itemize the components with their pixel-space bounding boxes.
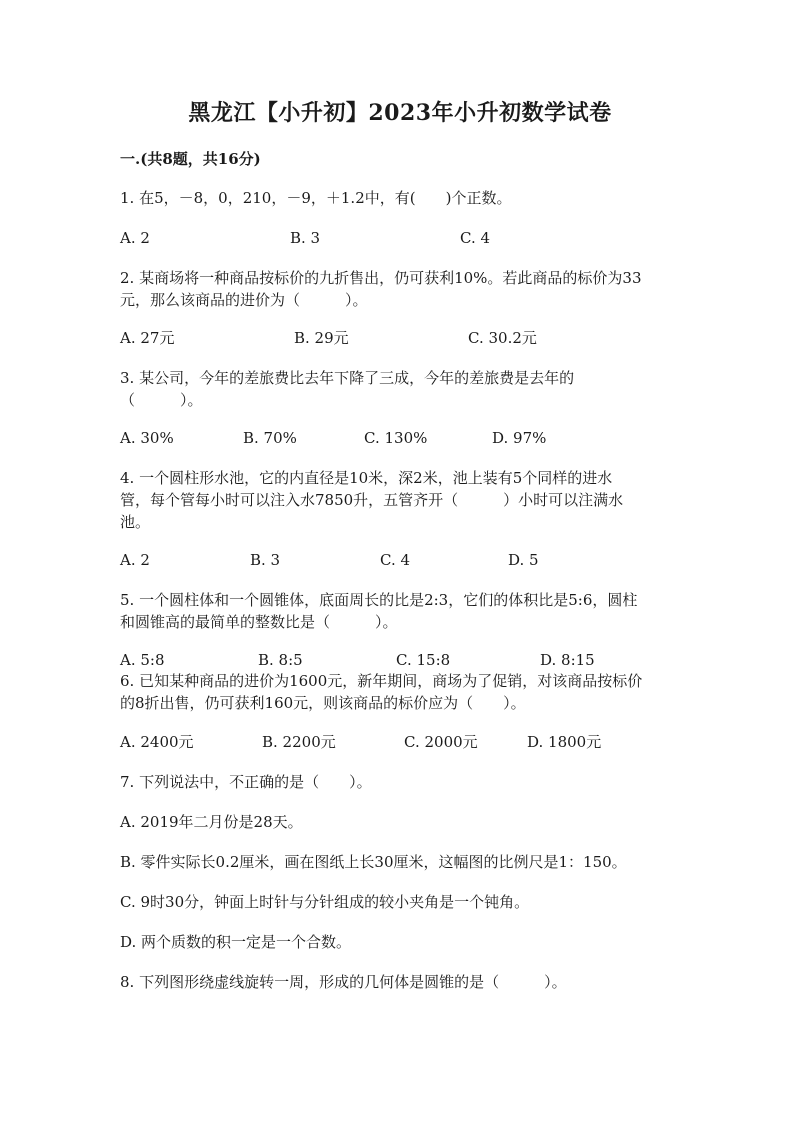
question-4-text-line-3: 池。 (120, 513, 151, 531)
question-7-option-c: C. 9时30分，钟面上时针与分针组成的较小夹角是一个钝角。 (120, 893, 530, 911)
question-4-option-b: B. 3 (250, 551, 281, 569)
question-7-option-a: A. 2019年二月份是28天。 (120, 813, 303, 831)
question-2-text-line-2: 元，那么该商品的进价为（ ）。 (120, 291, 368, 309)
question-7-option-d: D. 两个质数的积一定是一个合数。 (120, 933, 352, 951)
section-heading: 一.(共8题，共16分) (120, 150, 261, 168)
question-4-option-d: D. 5 (508, 551, 539, 569)
question-5-option-a: A. 5:8 (120, 651, 165, 669)
question-4-text-line-2: 管，每个管每小时可以注入水7850升，五管齐开（ ）小时可以注满水 (120, 491, 624, 509)
question-3-option-a: A. 30% (120, 429, 174, 447)
question-3-text-line-2: （ ）。 (120, 391, 203, 409)
question-4-text-line-1: 4. 一个圆柱形水池，它的内直径是10米，深2米，池上装有5个同样的进水 (120, 469, 613, 487)
question-3-option-d: D. 97% (492, 429, 547, 447)
question-4-option-c: C. 4 (380, 551, 411, 569)
question-5-option-c: C. 15:8 (396, 651, 451, 669)
question-8-text: 8. 下列图形绕虚线旋转一周，形成的几何体是圆锥的是（ ）。 (120, 973, 567, 991)
question-5-option-b: B. 8:5 (258, 651, 303, 669)
question-2-text-line-1: 2. 某商场将一种商品按标价的九折售出，仍可获利10%。若此商品的标价为33 (120, 269, 642, 287)
question-5-text-line-2: 和圆锥高的最简单的整数比是（ ）。 (120, 613, 398, 631)
question-3-option-b: B. 70% (243, 429, 297, 447)
question-2-option-c: C. 30.2元 (468, 329, 537, 347)
question-6-option-a: A. 2400元 (120, 733, 194, 751)
question-6-text-line-2: 的8折出售，仍可获利160元，则该商品的标价应为（ ）。 (120, 694, 526, 712)
question-6-option-b: B. 2200元 (262, 733, 336, 751)
question-1-option-c: C. 4 (460, 229, 491, 247)
question-2-option-b: B. 29元 (294, 329, 349, 347)
page-title: 黑龙江【小升初】2023年小升初数学试卷 (188, 100, 612, 126)
question-1-text: 1. 在5，－8，0，210，－9，＋1.2中，有( )个正数。 (120, 189, 512, 207)
question-6-text-line-1: 6. 已知某种商品的进价为1600元，新年期间，商场为了促销，对该商品按标价 (120, 672, 643, 690)
question-3-option-c: C. 130% (364, 429, 428, 447)
question-7-text: 7. 下列说法中，不正确的是（ ）。 (120, 773, 372, 791)
question-1-option-b: B. 3 (290, 229, 321, 247)
question-4-option-a: A. 2 (120, 551, 150, 569)
question-7-option-b: B. 零件实际长0.2厘米，画在图纸上长30厘米，这幅图的比例尺是1：150。 (120, 853, 627, 871)
question-6-option-c: C. 2000元 (404, 733, 478, 751)
question-5-option-d: D. 8:15 (540, 651, 595, 669)
question-6-option-d: D. 1800元 (527, 733, 602, 751)
question-5-text-line-1: 5. 一个圆柱体和一个圆锥体，底面周长的比是2:3，它们的体积比是5:6，圆柱 (120, 591, 638, 609)
question-3-text-line-1: 3. 某公司，今年的差旅费比去年下降了三成，今年的差旅费是去年的 (120, 369, 575, 387)
question-2-option-a: A. 27元 (120, 329, 175, 347)
question-1-option-a: A. 2 (120, 229, 150, 247)
